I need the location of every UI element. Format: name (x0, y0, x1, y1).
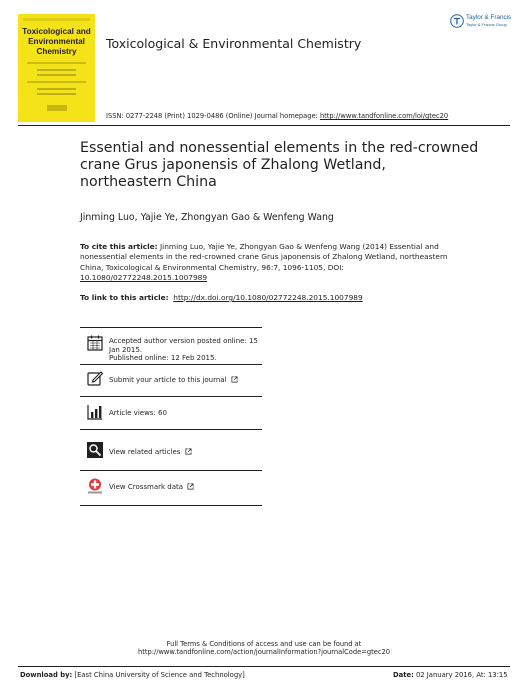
external-link-icon (231, 376, 238, 383)
panel-divider (80, 429, 262, 430)
journal-cover-image[interactable] (18, 14, 95, 122)
cover-text-line (37, 69, 76, 71)
taylor-francis-logo-icon (450, 14, 464, 28)
cover-divider (27, 81, 86, 83)
download-date (393, 671, 508, 679)
download-by-label: Download by: (20, 671, 73, 679)
header-rule (18, 125, 510, 126)
cover-divider (27, 62, 86, 64)
panel-divider (80, 396, 262, 397)
citation-block (80, 242, 452, 284)
journal-homepage-link[interactable]: http://www.tandfonline.com/loi/gtec20 (319, 112, 449, 120)
issn-text: ISSN: 0277-2248 (Print) 1029-0486 (Online) Journal homepage: (106, 112, 320, 120)
cover-text-line (37, 74, 76, 76)
issn-line (106, 112, 448, 120)
submit-article-text: Submit your article to this journal (109, 376, 227, 384)
download-by-value: [East China University of Science and Technology] (72, 671, 245, 679)
cover-top-band (23, 18, 90, 21)
article-doi-link[interactable]: http://dx.doi.org/10.1080/02772248.2015.1007989 (173, 293, 363, 302)
download-by (20, 671, 245, 679)
cover-publisher-logo (47, 105, 67, 111)
crossmark-icon (86, 477, 104, 495)
accepted-date: Accepted author version posted online: 15 Jan 2015. (109, 337, 258, 354)
related-articles-text: View related articles (109, 448, 181, 456)
panel-divider (80, 470, 262, 471)
article-link-line (80, 293, 363, 302)
cite-doi-link[interactable]: 10.1080/02772248.2015.1007989 (80, 273, 208, 283)
link-label: To link to this article: (80, 293, 169, 302)
crossmark-link[interactable] (109, 483, 261, 492)
download-date-label: Date: (393, 671, 414, 679)
bar-chart-icon (86, 403, 104, 421)
publication-dates (109, 337, 261, 363)
publisher-logo-tagline: Taylor & Francis Group (466, 22, 507, 27)
article-title: Essential and nonessential elements in the red-crowned crane Grus japonensis of Zhalong Wetland, northeastern China (80, 140, 479, 190)
terms-url[interactable]: http://www.tandfonline.com/action/journalInformation?journalCode=gtec20 (137, 648, 391, 657)
calendar-icon (86, 334, 104, 352)
panel-divider (80, 505, 262, 506)
cover-text-line (37, 93, 76, 95)
submit-article-link[interactable] (109, 376, 261, 385)
external-link-icon (185, 448, 192, 455)
related-articles-search-icon (86, 441, 104, 459)
article-views: Article views: 60 (109, 409, 167, 417)
article-authors[interactable]: Jinming Luo, Yajie Ye, Zhongyan Gao & Wenfeng Wang (80, 212, 334, 223)
panel-divider (80, 327, 262, 328)
journal-title: Toxicological & Environmental Chemistry (106, 36, 362, 51)
download-date-value: 02 January 2016, At: 13:15 (413, 671, 508, 679)
publisher-logo-text: Taylor & Francis (466, 14, 512, 21)
cover-text-line (37, 88, 76, 90)
related-articles-link[interactable] (109, 448, 261, 457)
terms-notice (0, 640, 528, 656)
terms-line-1: Full Terms & Conditions of access and use can be found at (166, 640, 362, 648)
crossmark-text: View Crossmark data (109, 483, 184, 491)
edit-pencil-icon (86, 369, 104, 387)
cite-label: To cite this article: (80, 242, 158, 251)
published-date: Published online: 12 Feb 2015. (109, 354, 217, 363)
cite-text: Jinming Luo, Yajie Ye, Zhongyan Gao & Wenfeng Wang (2014) Essential and nonessential elements in the red-crowned crane Grus japonensis of Zhalong Wetland, northeastern China, Toxicological & Environmental Chemistry, 96:7, 1096-1105, DOI: (80, 242, 448, 272)
cover-title: Toxicological and Environmental Chemistry (22, 27, 91, 56)
panel-divider (80, 364, 262, 365)
footer-rule (18, 666, 510, 667)
external-link-icon (187, 483, 194, 490)
